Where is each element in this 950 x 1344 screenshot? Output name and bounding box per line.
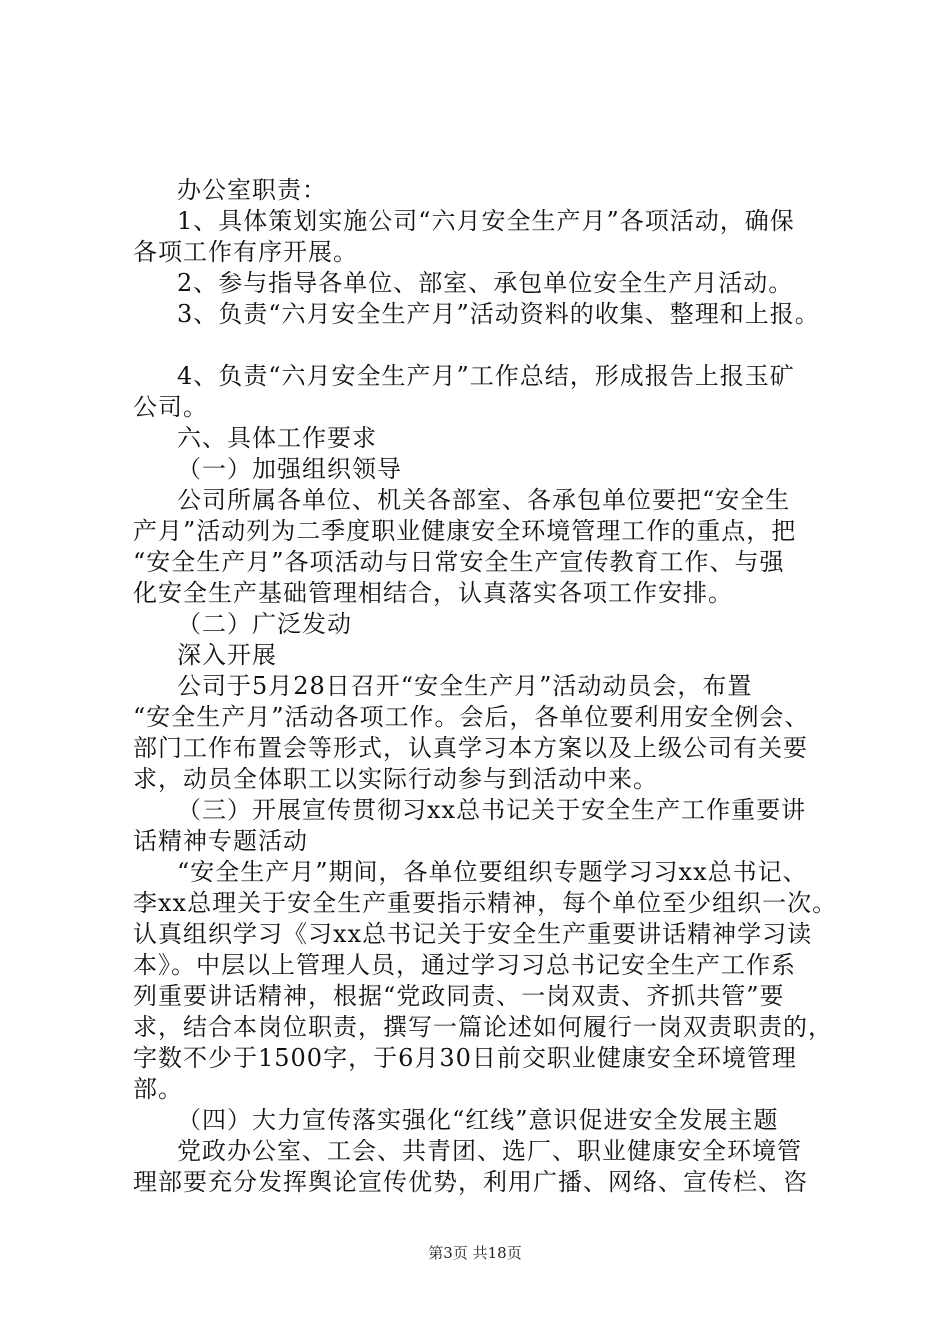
text-line: 公司于5月28日召开“安全生产月”活动动员会，布置 [177,672,753,700]
subsection-heading: （四）大力宣传落实强化“红线”意识促进安全发展主题 [177,1106,779,1134]
text-line: “安全生产月”活动各项工作。会后，各单位要利用安全例会、 [133,703,810,731]
text-line: 党政办公室、工会、共青团、选厂、职业健康安全环境管 [177,1137,802,1165]
section-heading: 六、具体工作要求 [177,424,377,452]
text-line: 求，动员全体职工以实际行动参与到活动中来。 [133,765,658,793]
text-line: 4、负责“六月安全生产月”工作总结，形成报告上报玉矿 [177,362,795,390]
text-line: 3、负责“六月安全生产月”活动资料的收集、整理和上报。 [177,300,820,328]
subsection-heading: （二）广泛发动 [177,610,352,638]
text-line: 话精神专题活动 [133,827,308,855]
text-line: 1、具体策划实施公司“六月安全生产月”各项活动，确保 [177,207,795,235]
subsection-heading: （三）开展宣传贯彻习xx总书记关于安全生产工作重要讲 [177,796,807,824]
text-line: 公司所属各单位、机关各部室、各承包单位要把“安全生 [177,486,791,514]
text-line: 产月”活动列为二季度职业健康安全环境管理工作的重点，把 [133,517,797,545]
text-line: 公司。 [133,393,208,421]
text-line: 2、参与指导各单位、部室、承包单位安全生产月活动。 [177,269,794,297]
text-line: 部。 [133,1075,183,1103]
text-line: “安全生产月”各项活动与日常安全生产宣传教育工作、与强 [133,548,785,576]
text-line: “安全生产月”期间，各单位要组织专题学习习xx总书记、 [177,858,808,886]
text-line: 部门工作布置会等形式，认真学习本方案以及上级公司有关要 [133,734,808,762]
text-line: 理部要充分发挥舆论宣传优势，利用广播、网络、宣传栏、咨 [133,1168,808,1196]
text-line: 李xx总理关于安全生产重要指示精神，每个单位至少组织一次。 [133,889,838,917]
text-line: 办公室职责： [177,176,327,204]
text-line: 化安全生产基础管理相结合，认真落实各项工作安排。 [133,579,733,607]
text-line: 求，结合本岗位职责，撰写一篇论述如何履行一岗双责职责的， [133,1013,833,1041]
text-line: 深入开展 [177,641,277,669]
text-line: 本》。中层以上管理人员，通过学习习总书记安全生产工作系 [133,951,796,979]
text-line: 各项工作有序开展。 [133,238,358,266]
subsection-heading: （一）加强组织领导 [177,455,402,483]
page-number-footer: 第3页 共18页 [428,1244,522,1262]
text-line: 字数不少于1500字，于6月30日前交职业健康安全环境管理 [133,1044,797,1072]
text-line: 认真组织学习《习xx总书记关于安全生产重要讲话精神学习读 [133,920,813,948]
text-line: 列重要讲话精神，根据“党政同责、一岗双责、齐抓共管”要 [133,982,785,1010]
